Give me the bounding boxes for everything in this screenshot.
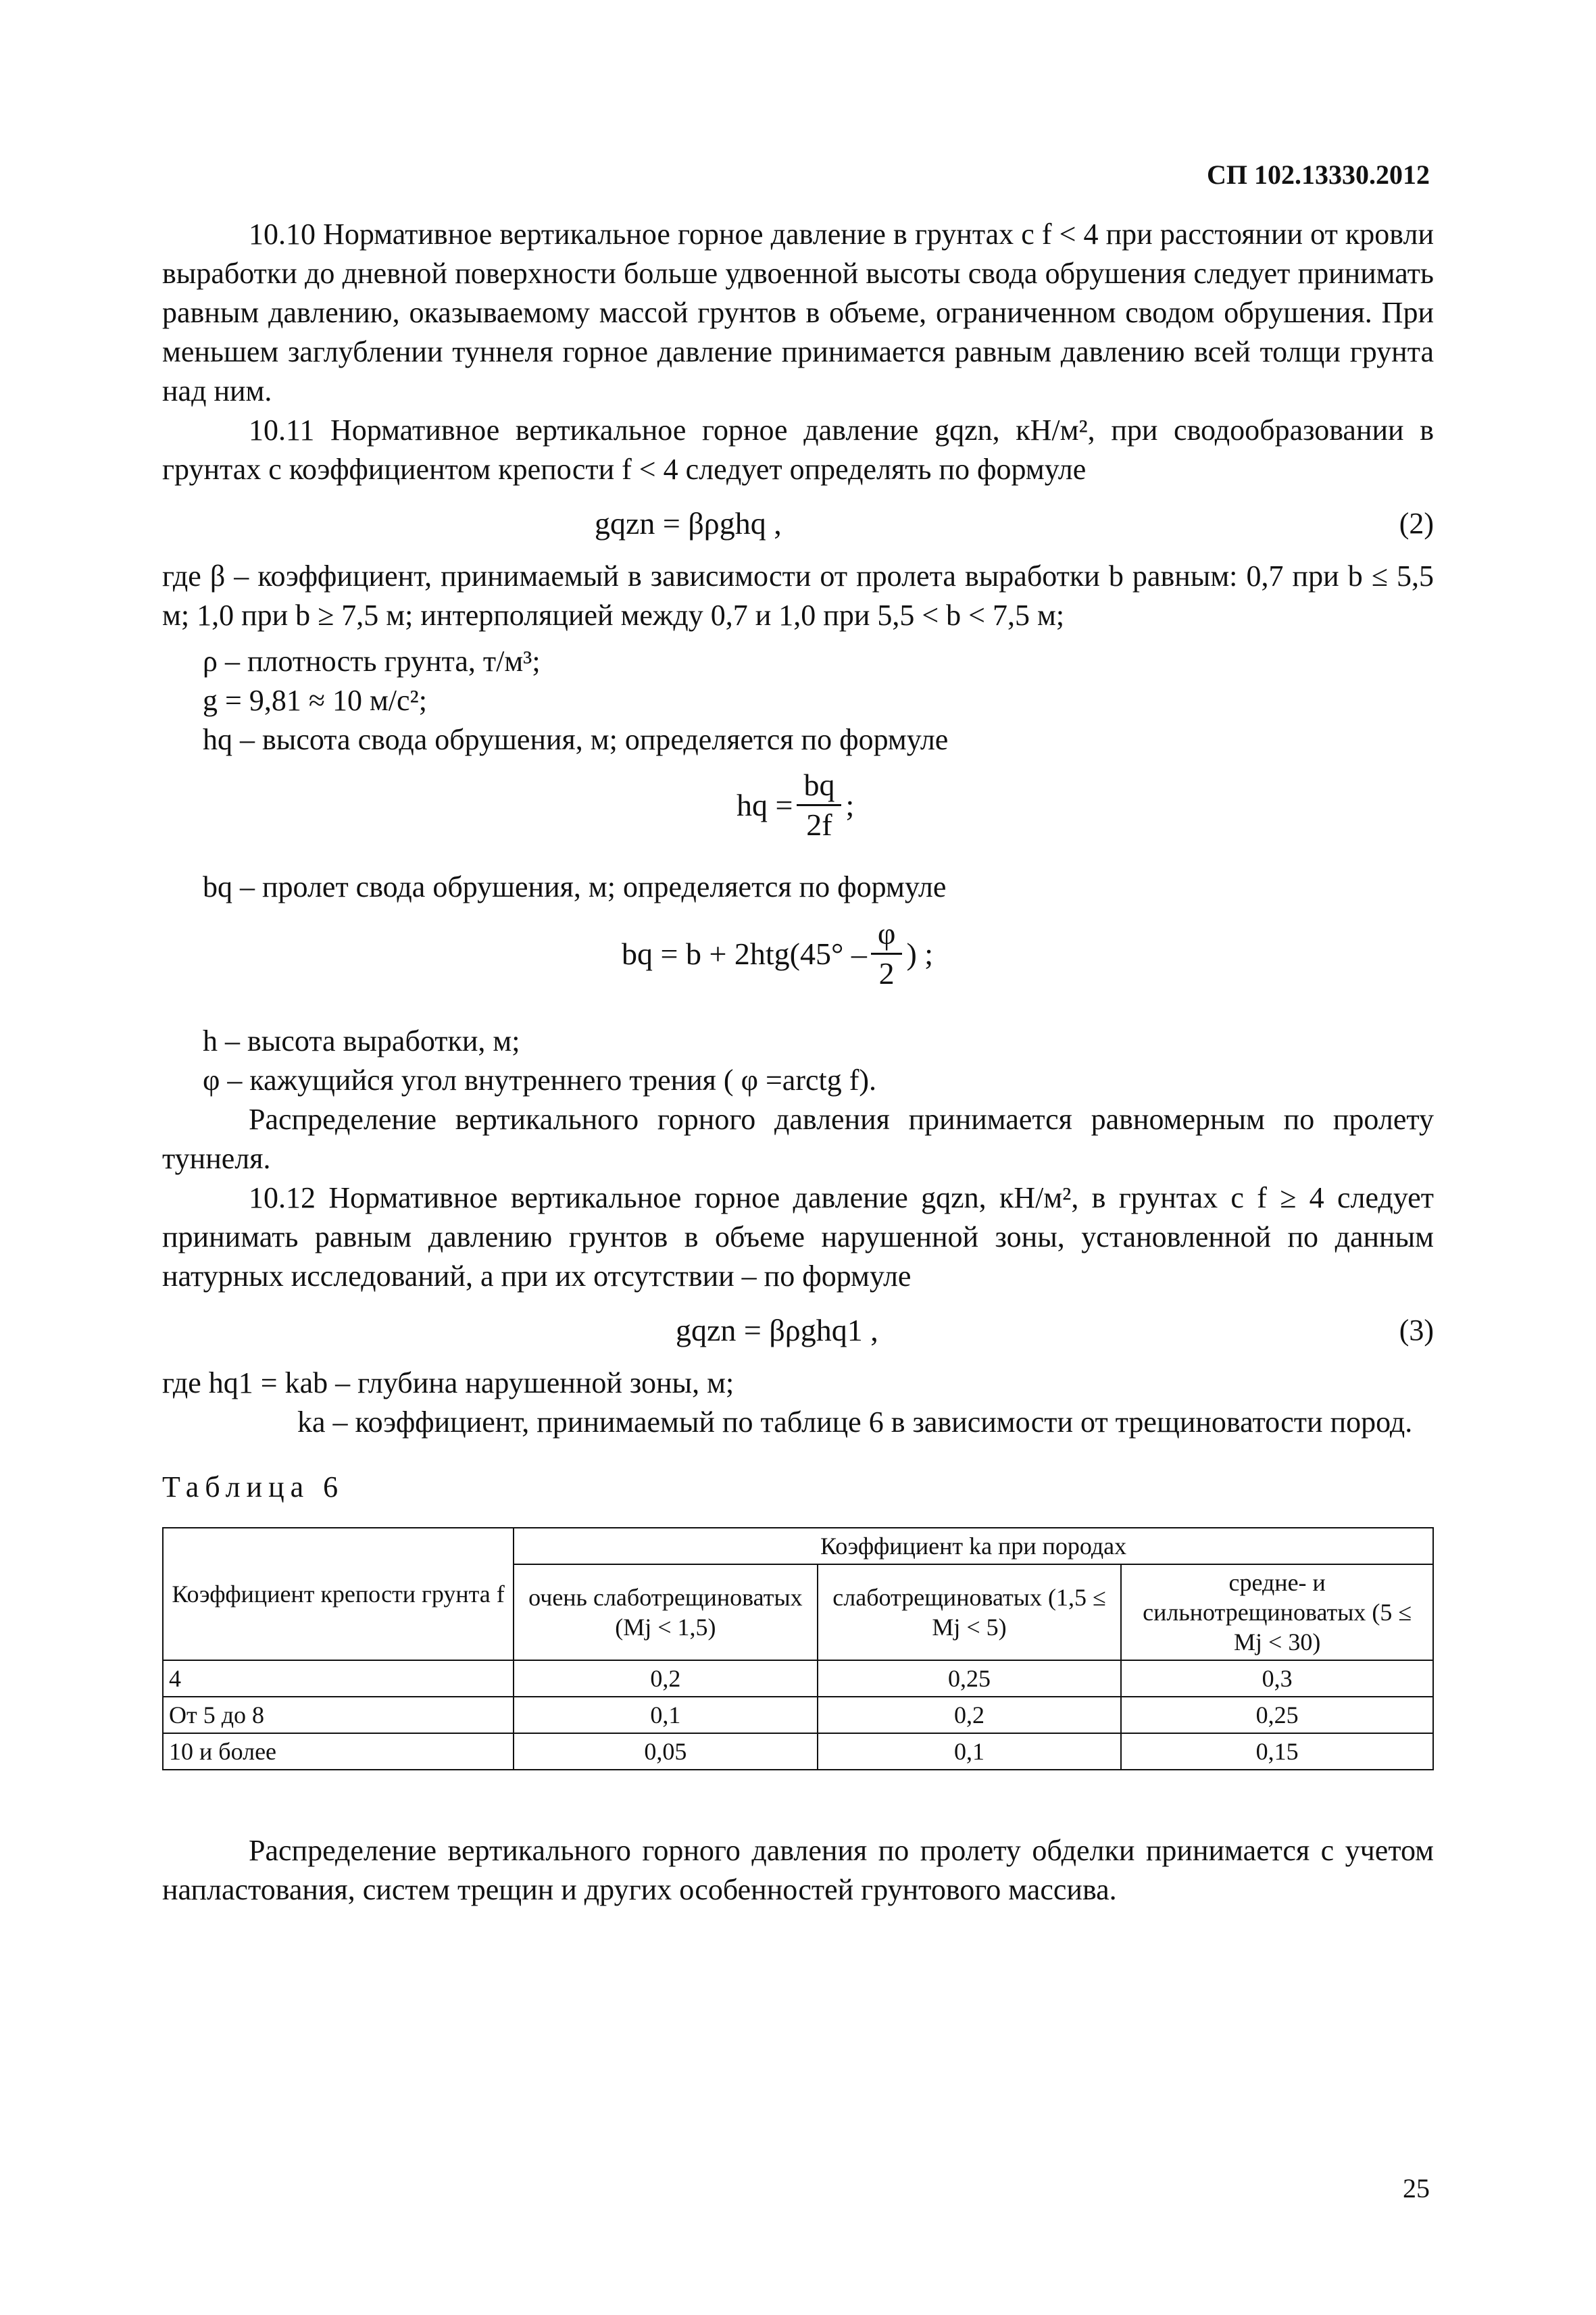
formula-3-row [162, 1296, 1434, 1364]
header-medium-highly-fractured: средне- и сильнотрещиноватых (5 ≤ Mj < 30) [1121, 1564, 1433, 1660]
where-beta: где β – коэффициент, принимаемый в зависимости от пролета выработки b равным: 0,7 при b ≤ 5,5 м; 1,0 при b ≥ 7,5 м; интерполяцией между 0,7 и 1,0 при 5,5 < b < 7,5 м; [162, 559, 1434, 632]
where-hq1: где hq1 = kab – глубина нарушенной зоны, м; [162, 1366, 734, 1399]
formula-hq-numerator: bq [797, 768, 841, 806]
formula-bq-tail: ) ; [906, 936, 934, 971]
table-caption: Таблица 6 [162, 1470, 345, 1503]
paragraph-10-12: 10.12 Нормативное вертикальное горное давление gqzn, кН/м², в грунтах с f ≥ 4 следует принимать равным давлению грунтов в объеме нарушенной зоны, установленной по данным натурных исследований, а при их отсутствии – по формуле [162, 1181, 1434, 1293]
header-slightly-fractured: слаботрещиноватых (1,5 ≤ Mj < 5) [818, 1564, 1122, 1660]
def-ka: ka – коэффициент, принимаемый по таблице 6 в зависимости от трещиноватости пород. [297, 1405, 1413, 1439]
formula-bq-fraction [871, 916, 903, 991]
def-rho: ρ – плотность грунта, т/м³; [203, 645, 541, 678]
table-row [163, 1660, 1433, 1697]
formula-3-number: (3) [1399, 1314, 1434, 1347]
header-group-ka: Коэффициент ka при породах [514, 1528, 1433, 1564]
def-g: g = 9,81 ≈ 10 м/с²; [203, 684, 427, 717]
formula-2-row [162, 489, 1434, 557]
formula-2: gqzn = βρghq , [595, 506, 782, 541]
document-code: СП 102.13330.2012 [1207, 159, 1430, 190]
cell-value: 0,1 [818, 1733, 1122, 1770]
cell-value: 0,2 [514, 1660, 818, 1697]
def-h: h – высота выработки, м; [203, 1024, 520, 1057]
formula-bq-row [162, 907, 1434, 1022]
paragraph-distribution-2: Распределение вертикального горного давления по пролету обделки принимается с учетом напластования, систем трещин и других особенностей грунтового массива. [162, 1834, 1434, 1906]
def-bq: bq – пролет свода обрушения, м; определяется по формуле [203, 870, 947, 903]
header-col-f: Коэффициент крепости грунта f [163, 1528, 514, 1660]
page-content [162, 215, 1434, 1910]
formula-hq-tail: ; [845, 787, 855, 822]
def-hq: hq – высота свода обрушения, м; определяется по формуле [203, 723, 949, 756]
cell-value: 0,05 [514, 1733, 818, 1770]
formula-hq-lhs: hq = [737, 787, 793, 822]
formula-3: gqzn = βρghq1 , [676, 1313, 878, 1347]
formula-bq-lhs: bq = b + 2htg(45° – [622, 936, 867, 971]
cell-f: 4 [163, 1660, 514, 1697]
formula-bq-denominator: 2 [878, 956, 895, 991]
formula-hq-denominator: 2f [806, 807, 832, 842]
cell-value: 0,25 [818, 1660, 1122, 1697]
table-6 [162, 1527, 1434, 1770]
cell-f: 10 и более [163, 1733, 514, 1770]
paragraph-10-10: 10.10 Нормативное вертикальное горное давление в грунтах с f < 4 при расстоянии от кровли выработки до дневной поверхности больше удвоенной высоты свода обрушения следует принимать равным давлению, оказываемому массой грунтов в объеме, ограниченном сводом обрушения. При меньшем заглублении туннеля горное давление принимается равным давлению всей толщи грунта над ним. [162, 218, 1434, 407]
def-phi: φ – кажущийся угол внутреннего трения ( φ =arctg f). [203, 1064, 877, 1097]
table-row [163, 1697, 1433, 1733]
cell-value: 0,15 [1121, 1733, 1433, 1770]
table-header-row-1 [163, 1528, 1433, 1564]
paragraph-10-11: 10.11 Нормативное вертикальное горное давление gqzn, кН/м², при сводообразовании в грунтах с коэффициентом крепости f < 4 следует определять по формуле [162, 414, 1434, 486]
paragraph-distribution-1: Распределение вертикального горного давления принимается равномерным по пролету туннеля. [162, 1103, 1434, 1175]
cell-value: 0,25 [1121, 1697, 1433, 1733]
formula-hq-fraction [797, 768, 841, 843]
table-row [163, 1733, 1433, 1770]
definitions-list [162, 642, 1434, 760]
formula-2-number: (2) [1399, 507, 1434, 540]
header-very-slightly-fractured: очень слаботрещиноватых (Mj < 1,5) [514, 1564, 818, 1660]
cell-value: 0,2 [818, 1697, 1122, 1733]
formula-hq [737, 768, 854, 843]
formula-bq [622, 916, 933, 991]
page-number: 25 [1403, 2173, 1430, 2204]
cell-value: 0,3 [1121, 1660, 1433, 1697]
cell-f: От 5 до 8 [163, 1697, 514, 1733]
formula-bq-numerator: φ [871, 916, 903, 955]
cell-value: 0,1 [514, 1697, 818, 1733]
formula-hq-row [162, 760, 1434, 868]
